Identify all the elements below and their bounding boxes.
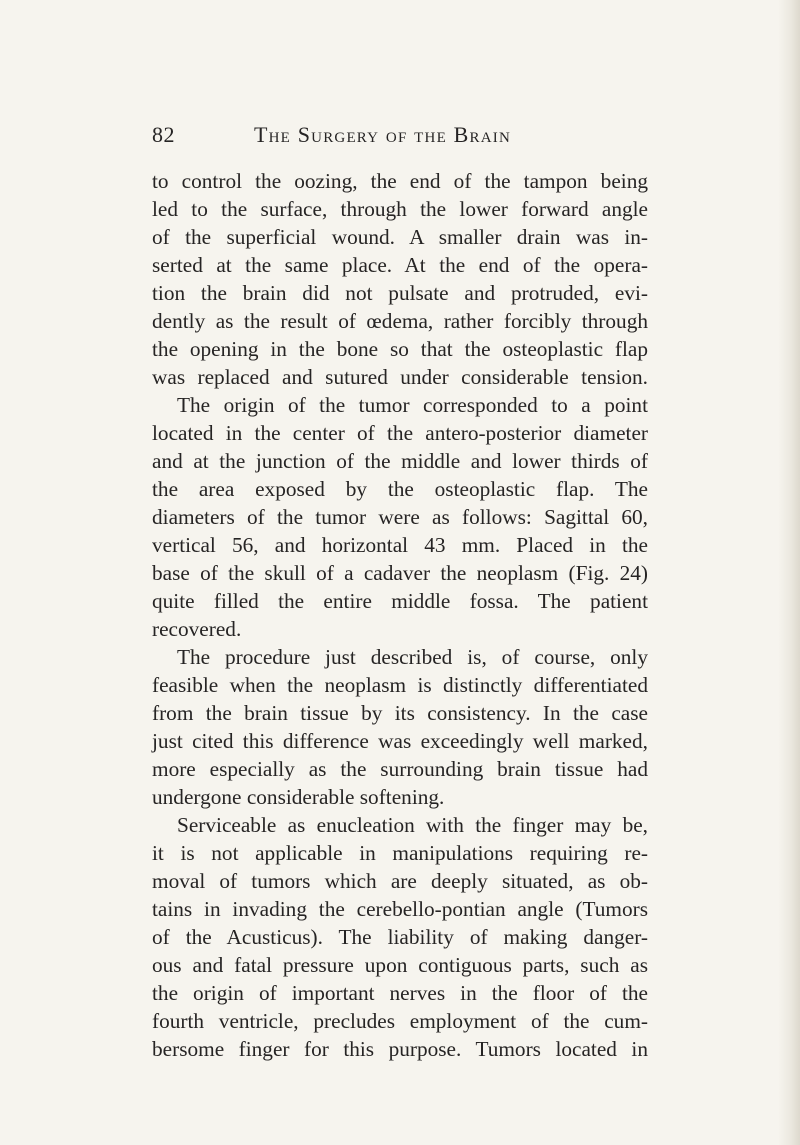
text-line: ous and fatal pressure upon contiguous parts, such as (152, 953, 648, 977)
text-line: it is not applicable in manipulations requiring re- (152, 841, 648, 865)
text-line: serted at the same place. At the end of the opera- (152, 253, 648, 277)
text-line: undergone considerable softening. (152, 785, 445, 809)
text-line: the area exposed by the osteoplastic flap. The (152, 477, 648, 501)
text-line: to control the oozing, the end of the tampon being (152, 169, 648, 193)
text-line: dently as the result of œdema, rather forcibly through (152, 309, 648, 333)
text-line: quite filled the entire middle fossa. The patient (152, 589, 648, 613)
text-line: diameters of the tumor were as follows: Sagittal 60, (152, 505, 648, 529)
page-edge-shadow (778, 0, 800, 1145)
text-line: fourth ventricle, precludes employment of the cum- (152, 1009, 648, 1033)
text-line: Serviceable as enucleation with the finger may be, (177, 813, 648, 837)
text-line: led to the surface, through the lower forward angle (152, 197, 648, 221)
page-number: 82 (152, 122, 175, 147)
text-line: vertical 56, and horizontal 43 mm. Placed in the (152, 533, 648, 557)
text-line: of the superficial wound. A smaller drain was in- (152, 225, 648, 249)
running-title: The Surgery of the Brain (254, 122, 511, 147)
text-line: from the brain tissue by its consistency. In the case (152, 701, 648, 725)
text-line: of the Acusticus). The liability of making danger- (152, 925, 648, 949)
text-line: tains in invading the cerebello-pontian angle (Tumors (152, 897, 648, 921)
text-line: The origin of the tumor corresponded to a point (177, 393, 648, 417)
text-line: base of the skull of a cadaver the neoplasm (Fig. 24) (152, 561, 648, 585)
text-line: bersome finger for this purpose. Tumors located in (152, 1037, 648, 1061)
text-line: tion the brain did not pulsate and protruded, evi- (152, 281, 648, 305)
text-line: the opening in the bone so that the osteoplastic flap (152, 337, 648, 361)
text-line: feasible when the neoplasm is distinctly differentiated (152, 673, 648, 697)
text-line: just cited this difference was exceedingly well marked, (152, 729, 648, 753)
text-line: The procedure just described is, of course, only (177, 645, 648, 669)
text-line: recovered. (152, 617, 242, 641)
text-line: the origin of important nerves in the floor of the (152, 981, 648, 1005)
text-line: and at the junction of the middle and lower thirds of (152, 449, 648, 473)
text-line: more especially as the surrounding brain tissue had (152, 757, 648, 781)
body-text (152, 167, 648, 1063)
text-line: moval of tumors which are deeply situated, as ob- (152, 869, 648, 893)
page-header (152, 122, 652, 152)
text-line: was replaced and sutured under considerable tension. (152, 365, 648, 389)
text-line: located in the center of the antero-posterior diameter (152, 421, 648, 445)
